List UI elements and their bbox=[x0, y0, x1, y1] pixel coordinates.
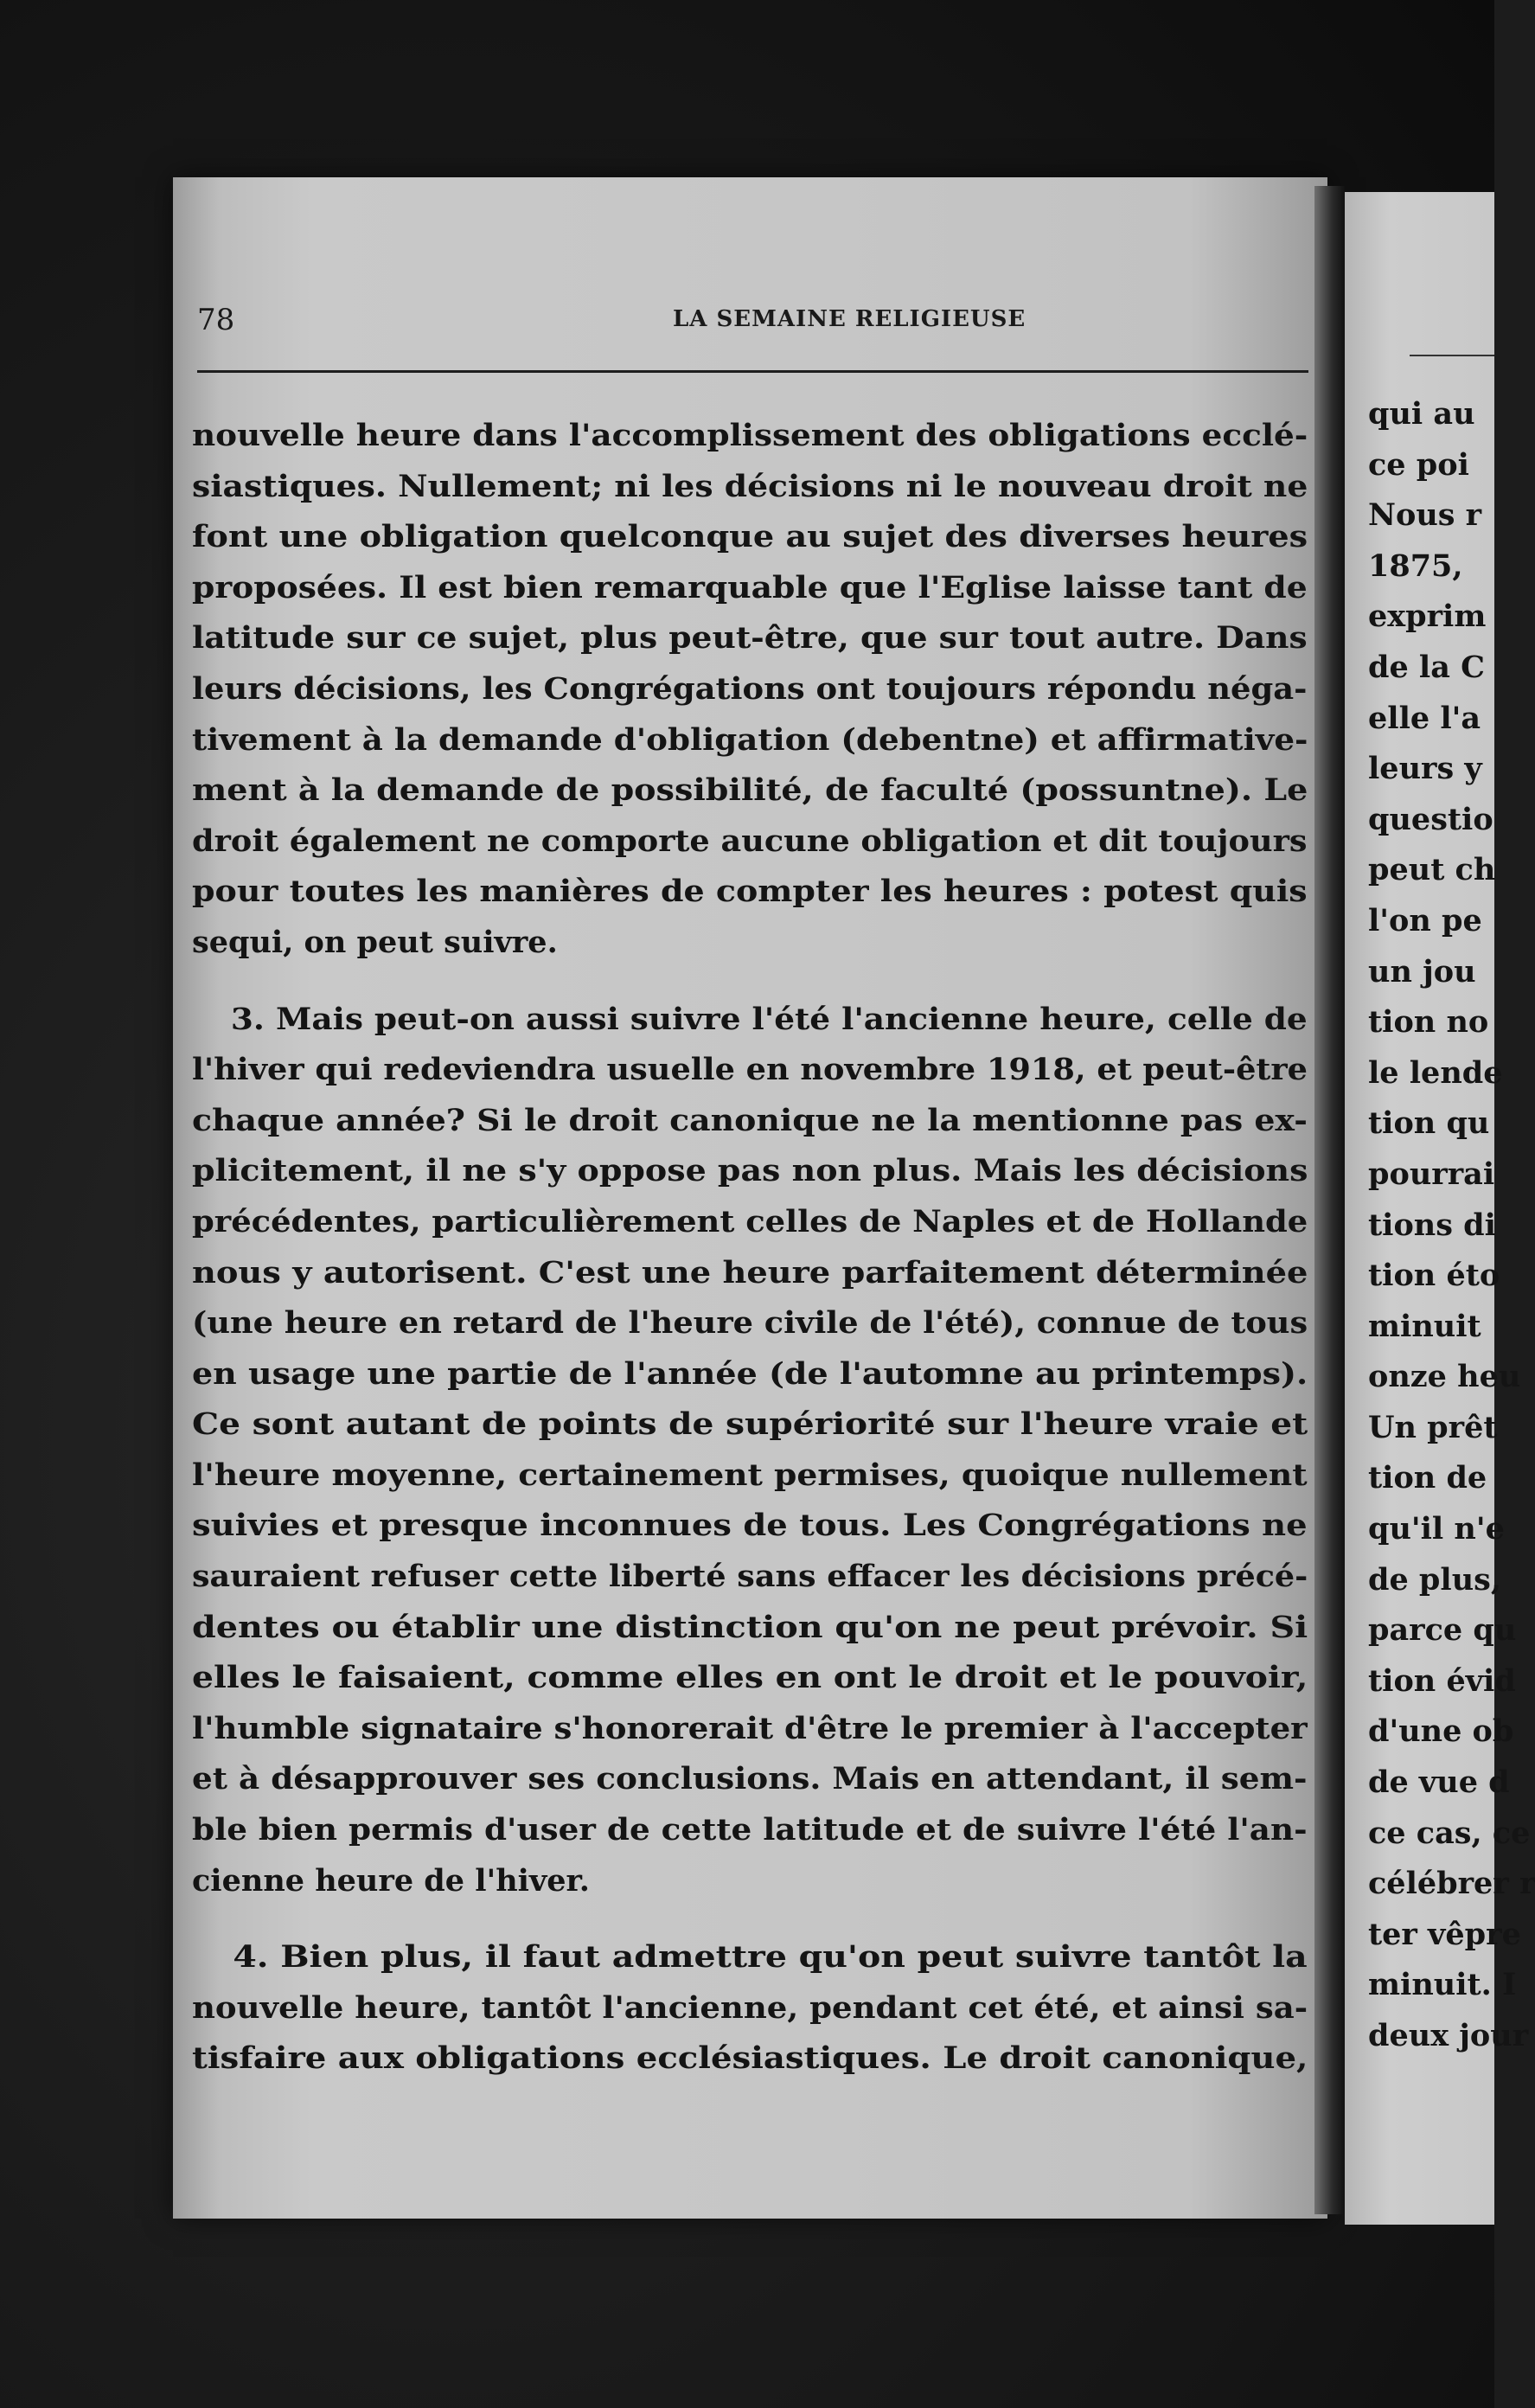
right-page-line: leurs y bbox=[1368, 751, 1482, 787]
text-line: siastiques. Nullement; ni les décisions ni le nouveau droit ne bbox=[192, 468, 1308, 504]
text-line: suivies et presque inconnues de tous. Les Congrégations ne bbox=[192, 1508, 1308, 1544]
text-line: sequi, on peut suivre. bbox=[192, 924, 558, 960]
text-line: tivement à la demande d'obligation (debentne) et affirmative- bbox=[192, 721, 1308, 758]
right-page-line: pourrai bbox=[1368, 1156, 1495, 1192]
text-line: elles le faisaient, comme elles en ont le droit et le pouvoir, bbox=[192, 1660, 1308, 1696]
text-line: plicitement, il ne s'y oppose pas non plus. Mais les décisions bbox=[192, 1153, 1308, 1189]
right-page-line: questio bbox=[1368, 801, 1493, 837]
right-page-line: tion éto bbox=[1368, 1258, 1500, 1294]
text-line: l'heure moyenne, certainement permises, quoique nullement bbox=[192, 1457, 1308, 1493]
page-header bbox=[197, 303, 1304, 346]
text-line: 4. Bien plus, il faut admettre qu'on peut suivre tantôt la bbox=[233, 1939, 1308, 1976]
right-page-line: qui au bbox=[1368, 396, 1475, 432]
text-line: et à désapprouver ses conclusions. Mais en attendant, il sem- bbox=[192, 1761, 1308, 1797]
text-line: nouvelle heure dans l'accomplissement des obligations ecclé- bbox=[192, 418, 1308, 453]
right-page-line: minuit. I bbox=[1368, 1967, 1517, 2003]
right-page-line: tion évid bbox=[1368, 1662, 1516, 1699]
paragraph-gap bbox=[192, 1906, 1312, 1932]
header-rule bbox=[197, 370, 1308, 373]
text-line: nouvelle heure, tantôt l'ancienne, pendant cet été, et ainsi sa- bbox=[192, 1989, 1308, 2026]
page-number: 78 bbox=[197, 303, 235, 337]
text-line: en usage une partie de l'année (de l'automne au printemps). bbox=[192, 1355, 1308, 1392]
text-line: font une obligation quelconque au sujet des diverses heures bbox=[192, 519, 1308, 555]
right-page-line: ce poi bbox=[1368, 446, 1469, 483]
text-line: leurs décisions, les Congrégations ont toujours répondu néga- bbox=[192, 670, 1308, 707]
right-page-rule bbox=[1410, 355, 1494, 356]
right-page-line: Nous r bbox=[1368, 497, 1482, 534]
right-page-line: onze heu bbox=[1368, 1359, 1521, 1395]
right-page-line: l'on pe bbox=[1368, 902, 1482, 938]
right-page-line: peut ch bbox=[1368, 852, 1496, 888]
text-line: l'hiver qui redeviendra usuelle en novembre 1918, et peut-être bbox=[192, 1052, 1308, 1088]
text-line: tisfaire aux obligations ecclésiastiques. Le droit canonique, bbox=[192, 2040, 1308, 2077]
right-page-line: tion no bbox=[1368, 1004, 1489, 1041]
text-line: chaque année? Si le droit canonique ne la mentionne pas ex- bbox=[192, 1102, 1308, 1138]
right-page-line: elle l'a bbox=[1368, 700, 1481, 736]
text-line: pour toutes les manières de compter les heures : potest quis bbox=[192, 874, 1308, 910]
right-page-line: tions di bbox=[1368, 1207, 1496, 1243]
right-page-line: 1875, bbox=[1368, 548, 1463, 584]
right-page-line: d'une ob bbox=[1368, 1713, 1514, 1750]
right-page-line: qu'il n'e bbox=[1368, 1511, 1505, 1547]
text-line: Ce sont autant de points de supériorité sur l'heure vraie et bbox=[192, 1406, 1308, 1443]
right-page-line: exprim bbox=[1368, 599, 1487, 635]
text-line: proposées. Il est bien remarquable que l'Eglise laisse tant de bbox=[192, 569, 1308, 605]
text-line: droit également ne comporte aucune obligation et dit toujours bbox=[192, 823, 1308, 859]
right-page-line: de plus, bbox=[1368, 1561, 1502, 1598]
right-page-line: minuit bbox=[1368, 1308, 1481, 1344]
right-page-line: ce cas, ce bbox=[1368, 1815, 1531, 1851]
main-text-block bbox=[192, 411, 1312, 2085]
running-title: LA SEMAINE RELIGIEUSE bbox=[673, 306, 1027, 332]
text-line: l'humble signataire s'honorerait d'être le premier à l'accepter bbox=[192, 1710, 1308, 1746]
right-page-line: deux jour bbox=[1368, 2018, 1529, 2053]
text-line: dentes ou établir une distinction qu'on ne peut prévoir. Si bbox=[192, 1609, 1308, 1645]
right-page-line: tion qu bbox=[1368, 1105, 1490, 1142]
text-line: ment à la demande de possibilité, de faculté (possuntne). Le bbox=[192, 772, 1308, 809]
right-page-line: de vue d bbox=[1368, 1764, 1510, 1801]
right-page-line: de la C bbox=[1368, 649, 1485, 685]
text-line: latitude sur ce sujet, plus peut-être, que sur tout autre. Dans bbox=[192, 620, 1308, 656]
text-line: ble bien permis d'user de cette latitude et de suivre l'été l'an- bbox=[192, 1812, 1308, 1848]
text-line: nous y autorisent. C'est une heure parfaitement déterminée bbox=[192, 1254, 1308, 1290]
text-line: (une heure en retard de l'heure civile de l'été), connue de tous bbox=[192, 1305, 1308, 1342]
text-line: sauraient refuser cette liberté sans effacer les décisions précé- bbox=[192, 1559, 1308, 1595]
right-page-line: un jou bbox=[1368, 953, 1476, 989]
paragraph-gap bbox=[192, 969, 1312, 995]
right-page-text bbox=[1368, 389, 1535, 2062]
right-page-line: le lende bbox=[1368, 1054, 1503, 1091]
right-page-line: tion de bbox=[1368, 1460, 1487, 1496]
text-line: cienne heure de l'hiver. bbox=[192, 1862, 590, 1899]
text-line: précédentes, particulièrement celles de Naples et de Hollande bbox=[192, 1203, 1308, 1239]
right-page-line: célébrer r bbox=[1368, 1866, 1535, 1902]
right-page-line: ter vêpre bbox=[1368, 1916, 1521, 1952]
text-line: 3. Mais peut-on aussi suivre l'été l'ancienne heure, celle de bbox=[230, 1001, 1308, 1037]
right-page-line: parce qu bbox=[1368, 1612, 1517, 1649]
right-page-line: Un prêt bbox=[1368, 1409, 1498, 1445]
